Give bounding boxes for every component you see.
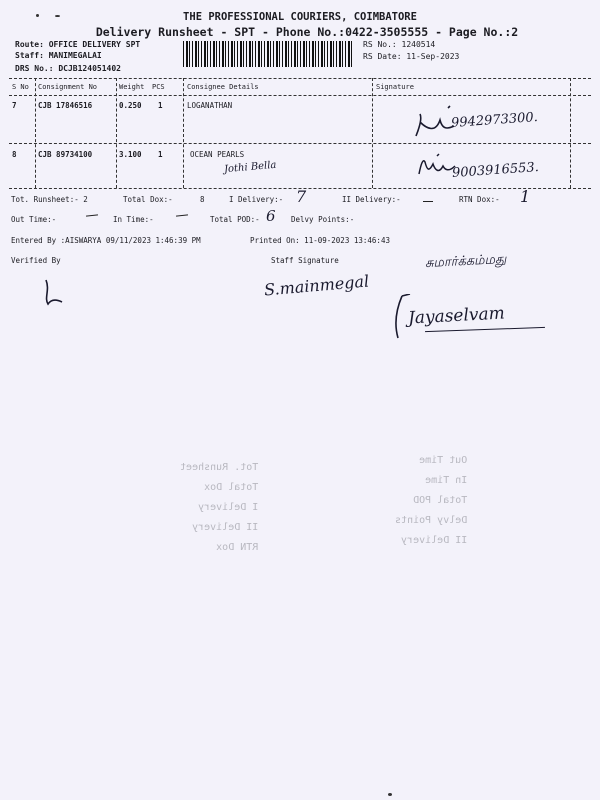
rs-number: RS No.: 1240514 <box>363 40 436 49</box>
row-sno: 7 <box>12 101 17 110</box>
dash-mark <box>176 214 188 216</box>
row-consignment: CJB 17846516 <box>38 101 93 110</box>
in-time-label: In Time:- <box>113 215 154 224</box>
row-phone-handwritten: 9942973300. <box>450 109 539 132</box>
ii-delivery-label: II Delivery:- <box>342 195 401 204</box>
row-sno: 8 <box>12 150 17 159</box>
col-divider <box>35 78 36 188</box>
drs-number: DRS No.: DCJB124051402 <box>15 64 121 73</box>
row-note-handwritten: Jothi Bella <box>223 159 277 176</box>
total-pod-handwritten: 6 <box>266 207 276 225</box>
printed-on: Printed On: 11-09-2023 13:46:43 <box>250 236 390 245</box>
barcode <box>183 41 353 67</box>
bleed-through-right: Out Time In Time Total POD Delvy Points II Delivery <box>395 455 468 546</box>
staff-signature-handwritten: S.mainmegal <box>263 271 370 300</box>
row-consignee: OCEAN PEARLS <box>190 150 245 159</box>
rtn-dox-label: RTN Dox:- <box>459 195 500 204</box>
total-pod-label: Total POD:- <box>210 215 260 224</box>
header-consignment: Consignment No <box>38 83 98 91</box>
tamil-signature-handwritten: சுமார்க்கம்மது <box>424 251 507 272</box>
row-weight: 3.100 <box>119 150 142 159</box>
row-weight: 0.250 <box>119 101 142 110</box>
jayaselvam-signature-handwritten: Jayaselvam <box>407 303 506 329</box>
header-weight: Weight <box>119 83 145 91</box>
table-header-rule <box>9 95 591 96</box>
bleed-through-left: Tot. Runsheet Total Dox I Delivery II Delivery RTN Dox <box>180 462 259 553</box>
company-title: THE PROFESSIONAL COURIERS, COIMBATORE <box>183 11 417 23</box>
dash-mark <box>423 201 433 202</box>
out-time-label: Out Time:- <box>11 215 57 224</box>
delvy-points-label: Delvy Points:- <box>291 215 355 224</box>
header-pcs: PCS <box>152 83 165 91</box>
entered-by: Entered By :AISWARYA 09/11/2023 1:46:39 PM <box>11 236 201 245</box>
verified-by-label: Verified By <box>11 256 61 265</box>
rtn-dox-handwritten: 1 <box>520 187 531 206</box>
route-label: Route: OFFICE DELIVERY SPT <box>15 40 141 49</box>
col-divider <box>183 78 184 188</box>
staff-label: Staff: MANIMEGALAI <box>15 51 102 60</box>
i-delivery-label: I Delivery:- <box>229 195 284 204</box>
verifier-signature <box>38 276 68 308</box>
tot-runsheet: Tot. Runsheet:- 2 <box>11 195 88 204</box>
rs-date: RS Date: 11-Sep-2023 <box>363 52 460 61</box>
header-sno: S No <box>12 83 29 91</box>
table-top-rule <box>9 78 591 79</box>
i-delivery-handwritten: 7 <box>296 187 307 206</box>
runsheet-title: Delivery Runsheet - SPT - Phone No.:0422-3505555 - Page No.:2 <box>95 25 519 39</box>
total-dox-value: 8 <box>200 195 205 204</box>
col-divider <box>372 78 373 188</box>
header-consignee: Consignee Details <box>187 83 259 91</box>
staff-signature-label: Staff Signature <box>271 256 339 265</box>
header-signature: Signature <box>376 83 414 91</box>
row-pcs: 1 <box>158 101 163 110</box>
row-consignee: LOGANATHAN <box>187 101 233 110</box>
row-pcs: 1 <box>158 150 163 159</box>
signature-underline <box>425 327 545 332</box>
total-dox-label: Total Dox:- <box>123 195 173 204</box>
col-divider <box>116 78 117 188</box>
speck <box>388 793 392 796</box>
col-divider <box>570 78 571 188</box>
row-consignment: CJB 89734100 <box>38 150 93 159</box>
dash-mark <box>86 214 98 216</box>
table-row-rule <box>9 143 591 144</box>
row-phone-handwritten: 9003916553. <box>451 159 540 182</box>
